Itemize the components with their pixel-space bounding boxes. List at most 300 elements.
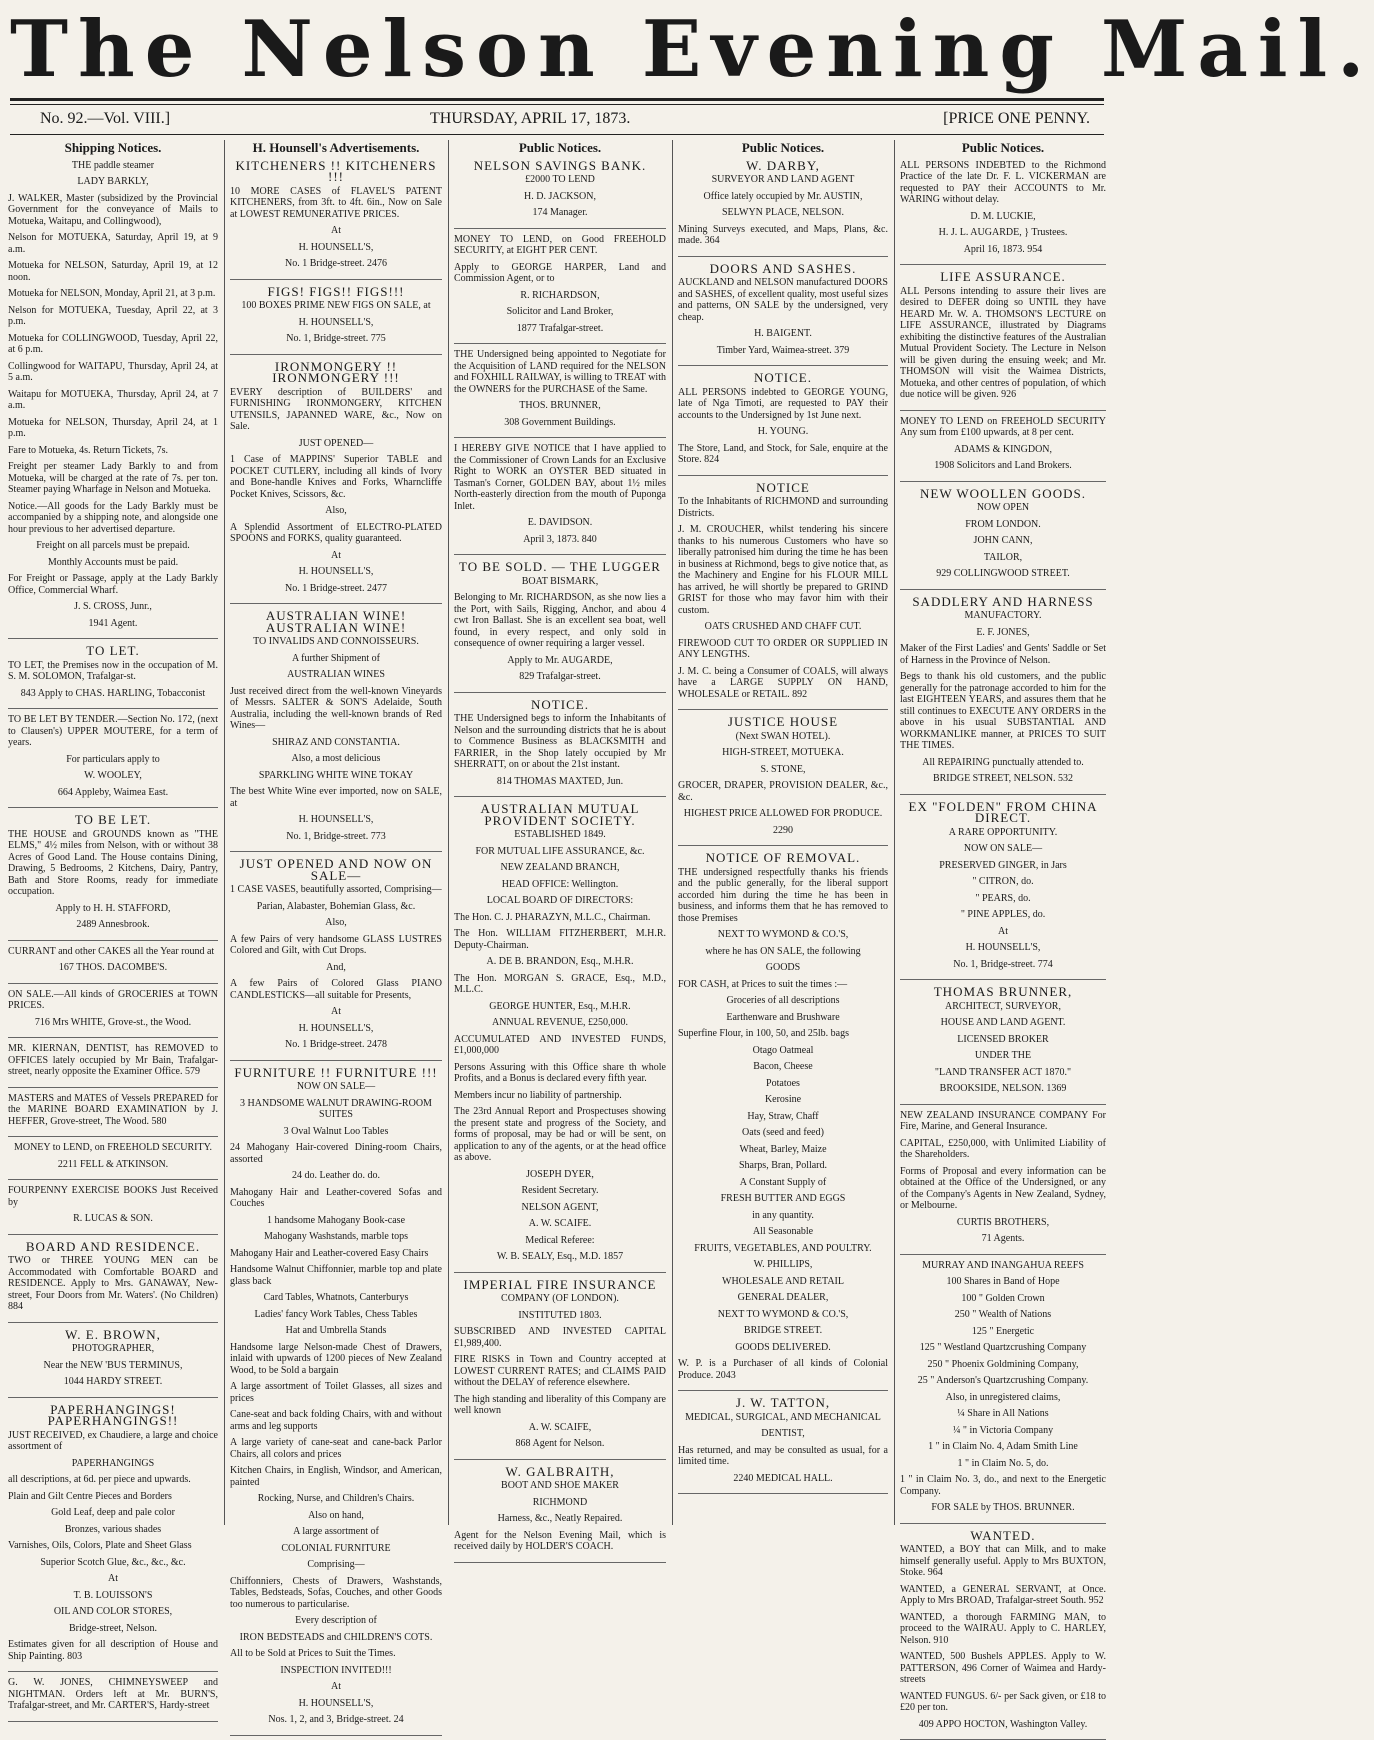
advertisement-line: 100 " Golden Crown	[900, 1293, 1106, 1305]
advertisement-line: E. F. JONES,	[900, 627, 1106, 639]
advertisement-line: Estimates given for all description of House and Ship Painting. 803	[8, 1639, 218, 1662]
advertisement-line: A large assortment of	[230, 1526, 442, 1538]
advertisement-line: Handsome large Nelson-made Chest of Drawers, inlaid with upwards of 1200 pieces of New Zealand Wood, to be Sold a bargain	[230, 1342, 442, 1377]
advertisement-line: Varnishes, Oils, Colors, Plate and Sheet Glass	[8, 1540, 218, 1552]
advertisement-line: Just received direct from the well-known Vineyards of Messrs. SALTER & SON'S Adelaide, South Australia, including the well-known brands of Red Wines—	[230, 686, 442, 732]
advertisement-line: Belonging to Mr. RICHARDSON, as she now lies a the Port, with Sails, Rigging, Anchor, and abou 4 cwt Iron Ballast. She is an excellent sea boat, well found, in every respect, and only sold in consequence of owner requiring a larger vessel.	[454, 592, 666, 650]
advertisement-line: where he has ON SALE, the following	[678, 946, 888, 958]
advertisement-line: NEW ZEALAND BRANCH,	[454, 862, 666, 874]
advertisement-line: BOAT BISMARK,	[454, 576, 666, 588]
advertisement-title: FIGS! FIGS!! FIGS!!!	[230, 286, 442, 298]
advertisement-line: 100 Shares in Band of Hope	[900, 1276, 1106, 1288]
advertisement-title: NOTICE OF REMOVAL.	[678, 852, 888, 864]
advertisement	[8, 1043, 218, 1088]
advertisement-line: Cane-seat and back folding Chairs, with and without arms and leg supports	[230, 1409, 442, 1432]
advertisement-line: 1044 HARDY STREET.	[8, 1376, 218, 1388]
advertisement-title: SADDLERY AND HARNESS	[900, 596, 1106, 608]
advertisement-line: Maker of the First Ladies' and Gents' Saddle or Set of Harness in the Province of Nelson.	[900, 643, 1106, 666]
advertisement-line: GOODS DELIVERED.	[678, 1342, 888, 1354]
advertisement-line: G. W. JONES, CHIMNEYSWEEP and NIGHTMAN. Orders left at Mr. BURN'S, Trafalgar-street, and Mr. CARTER'S, Hardy-street	[8, 1677, 218, 1712]
advertisement-line: FROM LONDON.	[900, 519, 1106, 531]
advertisement-title: W. GALBRAITH,	[454, 1466, 666, 1478]
advertisement-line: Apply to Mr. AUGARDE,	[454, 655, 666, 667]
advertisement	[678, 160, 888, 257]
advertisement-title: BOARD AND RESIDENCE.	[8, 1241, 218, 1253]
advertisement-line: For particulars apply to	[8, 754, 218, 766]
advertisement-line: MONEY TO LEND, on Good FREEHOLD SECURITY, at EIGHT PER CENT.	[454, 234, 666, 257]
advertisement-line: CAPITAL, £250,000, with Unlimited Liability of the Shareholders.	[900, 1138, 1106, 1161]
advertisement-line: Wheat, Barley, Maize	[678, 1144, 888, 1156]
masthead-rule-thin	[10, 104, 1104, 105]
advertisement-title: LIFE ASSURANCE.	[900, 271, 1106, 283]
advertisement	[8, 1093, 218, 1138]
advertisement-line: 1941 Agent.	[8, 618, 218, 630]
advertisement	[230, 610, 442, 852]
advertisement-line: 125 " Energetic	[900, 1326, 1106, 1338]
advertisement-line: Freight on all parcels must be prepaid.	[8, 540, 218, 552]
advertisement-line: Hat and Umbrella Stands	[230, 1325, 442, 1337]
advertisement	[900, 1110, 1106, 1255]
advertisement-line: A few Pairs of very handsome GLASS LUSTRES Colored and Gilt, with Cut Drops.	[230, 934, 442, 957]
advertisement-line: ADAMS & KINGDON,	[900, 444, 1106, 456]
advertisement-line: ESTABLISHED 1849.	[454, 829, 666, 841]
advertisement-line: THOS. BRUNNER,	[454, 400, 666, 412]
advertisement-line: W. P. is a Purchaser of all kinds of Colonial Produce. 2043	[678, 1358, 888, 1381]
advertisement-line: GEORGE HUNTER, Esq., M.H.R.	[454, 1001, 666, 1013]
advertisement-line: MR. KIERNAN, DENTIST, has REMOVED to OFFICES lately occupied by Mr Bain, Trafalgar-street, nearly opposite the Examiner Office. 579	[8, 1043, 218, 1078]
advertisement	[8, 1241, 218, 1323]
advertisement-line: No. 1 Bridge-street. 2476	[230, 258, 442, 270]
advertisement-line: PRESERVED GINGER, in Jars	[900, 860, 1106, 872]
advertisement	[230, 1067, 442, 1736]
advertisement-line: MASTERS and MATES of Vessels PREPARED for the MARINE BOARD EXAMINATION by J. HEFFER, Grove-street, The Wood. 580	[8, 1093, 218, 1128]
advertisement-line: FRUITS, VEGETABLES, AND POULTRY.	[678, 1243, 888, 1255]
advertisement-line: Gold Leaf, deep and pale color	[8, 1507, 218, 1519]
advertisement-line: 71 Agents.	[900, 1233, 1106, 1245]
advertisement-line: £2000 TO LEND	[454, 174, 666, 186]
advertisement-line: W. WOOLEY,	[8, 770, 218, 782]
advertisement-line: FIREWOOD CUT TO ORDER OR SUPPLIED IN ANY LENGTHS.	[678, 638, 888, 661]
advertisement-line: ¼ Share in All Nations	[900, 1408, 1106, 1420]
column-heading: Public Notices.	[454, 142, 666, 154]
advertisement-line: THE Undersigned begs to inform the Inhabitants of Nelson and the surrounding districts that he is about to Commence Business as BLACKSMITH and FARRIER, in the Shop lately occupied by Mr SHERRATT, on or about the 21st instant.	[454, 713, 666, 771]
advertisement-line: Mining Surveys executed, and Maps, Plans, &c. made. 364	[678, 224, 888, 247]
advertisement-line: COMPANY (OF LONDON).	[454, 1293, 666, 1305]
advertisement-line: J. WALKER, Master (subsidized by the Provincial Government for the conveyance of Mails to Motueka, Waitapu, and Collingwood),	[8, 193, 218, 228]
advertisement-line: SPARKLING WHITE WINE TOKAY	[230, 770, 442, 782]
advertisement-line: Motueka for NELSON, Monday, April 21, at 3 p.m.	[8, 288, 218, 300]
advertisement-line: Mahogany Washstands, marble tops	[230, 1231, 442, 1243]
advertisement	[230, 286, 442, 355]
advertisement-line: JOHN CANN,	[900, 535, 1106, 547]
advertisement-title: JUST OPENED AND NOW ON SALE—	[230, 858, 442, 881]
advertisement-line: No. 1, Bridge-street. 775	[230, 333, 442, 345]
advertisement-line: A Constant Supply of	[678, 1177, 888, 1189]
advertisement-line: BOOT AND SHOE MAKER	[454, 1480, 666, 1492]
masthead	[0, 0, 1114, 100]
advertisement-line: 250 " Wealth of Nations	[900, 1309, 1106, 1321]
advertisement	[454, 803, 666, 1273]
column-public-notices-1	[454, 140, 666, 1525]
column-public-notices-2	[678, 140, 888, 1525]
advertisement-line: SUBSCRIBED AND INVESTED CAPITAL £1,989,400.	[454, 1326, 666, 1349]
advertisement-line: JOSEPH DYER,	[454, 1169, 666, 1181]
advertisement-line: Persons Assuring with this Office share th whole Profits, and a Bonus is declared every fifth year.	[454, 1062, 666, 1085]
advertisement-line: 24 do. Leather do. do.	[230, 1170, 442, 1182]
advertisement-line: BROOKSIDE, NELSON. 1369	[900, 1083, 1106, 1095]
advertisement-line: The Hon. C. J. PHARAZYN, M.L.C., Chairman.	[454, 912, 666, 924]
advertisement-line: Every description of	[230, 1615, 442, 1627]
advertisement-line: Nos. 1, 2, and 3, Bridge-street. 24	[230, 1714, 442, 1726]
column-heading: Public Notices.	[678, 142, 888, 154]
advertisement-line: " PEARS, do.	[900, 893, 1106, 905]
advertisement-title: W. E. BROWN,	[8, 1329, 218, 1341]
advertisement-title: KITCHENERS !! KITCHENERS !!!	[230, 160, 442, 183]
advertisement-line: H. HOUNSELL'S,	[230, 317, 442, 329]
advertisement-line: " PINE APPLES, do.	[900, 909, 1106, 921]
advertisement-line: At	[230, 1006, 442, 1018]
advertisement	[900, 271, 1106, 411]
advertisement	[454, 234, 666, 345]
advertisement-line: COLONIAL FURNITURE	[230, 1543, 442, 1555]
advertisement-line: The 23rd Annual Report and Prospectuses showing the present state and progress of the Society, and forms of proposal, may be had or will be sent, on application to any of the agents, or at the head office as above.	[454, 1106, 666, 1164]
advertisement-title: WANTED.	[900, 1530, 1106, 1542]
advertisement-line: At	[8, 1573, 218, 1585]
advertisement	[678, 1397, 888, 1494]
advertisement-line: LOCAL BOARD OF DIRECTORS:	[454, 895, 666, 907]
advertisement-line: 1 " in Claim No. 5, do.	[900, 1458, 1106, 1470]
advertisement-line: MURRAY AND INANGAHUA REEFS	[900, 1260, 1106, 1272]
advertisement-line: Motueka for COLLINGWOOD, Tuesday, April 22, at 6 p.m.	[8, 333, 218, 356]
advertisement-line: J. M. CROUCHER, whilst tendering his sincere thanks to his numerous Customers who have so liberally patronised him during the time he has been in business at Richmond, begs to give notice that, as the Machinery and Engine for his FLOUR MILL has arrived, he will shortly be prepared to GRIND GRIST for those who may favor him with their custom.	[678, 524, 888, 616]
advertisement-line: Forms of Proposal and every information can be obtained at the Office of the Undersigned, or any of the Company's Agents in New Zealand, Sydney, or Melbourne.	[900, 1166, 1106, 1212]
advertisement-line: Motueka for NELSON, Thursday, April 24, at 1 p.m.	[8, 417, 218, 440]
advertisement-line: Rocking, Nurse, and Children's Chairs.	[230, 1493, 442, 1505]
advertisement-line: all descriptions, at 6d. per piece and upwards.	[8, 1474, 218, 1486]
advertisement-line: And,	[230, 962, 442, 974]
advertisement	[678, 716, 888, 846]
advertisement-line: Groceries of all descriptions	[678, 995, 888, 1007]
advertisement-line: At	[900, 926, 1106, 938]
advertisement-line: NEXT TO WYMOND & CO.'S,	[678, 1309, 888, 1321]
advertisement-line: JUST OPENED—	[230, 438, 442, 450]
advertisement-line: Ladies' fancy Work Tables, Chess Tables	[230, 1309, 442, 1321]
advertisement-title: TO BE SOLD. — THE LUGGER	[454, 561, 666, 573]
advertisement-line: 174 Manager.	[454, 207, 666, 219]
advertisement-line: 868 Agent for Nelson.	[454, 1438, 666, 1450]
advertisement-line: Collingwood for WAITAPU, Thursday, April 24, at 5 a.m.	[8, 361, 218, 384]
advertisement-line: 2489 Annesbrook.	[8, 919, 218, 931]
advertisement-title: IMPERIAL FIRE INSURANCE	[454, 1279, 666, 1291]
advertisement-title: DOORS AND SASHES.	[678, 263, 888, 275]
advertisement-line: A large assortment of Toilet Glasses, all sizes and prices	[230, 1381, 442, 1404]
advertisement-title: NELSON SAVINGS BANK.	[454, 160, 666, 172]
advertisement-line: CURRANT and other CAKES all the Year round at	[8, 946, 218, 958]
advertisement-line: Also,	[230, 917, 442, 929]
advertisement-line: 814 THOMAS MAXTED, Jun.	[454, 776, 666, 788]
issue-date: THURSDAY, APRIL 17, 1873.	[430, 110, 630, 128]
advertisement-line: H. HOUNSELL'S,	[230, 566, 442, 578]
advertisement-line: Bronzes, various shades	[8, 1524, 218, 1536]
advertisement-line: A. W. SCAIFE.	[454, 1218, 666, 1230]
dateline	[10, 108, 1104, 134]
advertisement	[900, 488, 1106, 590]
advertisement-line: Members incur no liability of partnership.	[454, 1090, 666, 1102]
advertisement-line: THE Undersigned being appointed to Negotiate for the Acquisition of LAND required for the NELSON and FOXHILL RAILWAY, is willing to TREAT with the OWNERS for the PURCHASE of the Same.	[454, 349, 666, 395]
advertisement-line: Also, in unregistered claims,	[900, 1392, 1106, 1404]
advertisement-line: NOW ON SALE—	[900, 843, 1106, 855]
advertisement	[900, 596, 1106, 795]
advertisement-line: Has returned, and may be consulted as usual, for a limited time.	[678, 1445, 888, 1468]
advertisement-line: R. RICHARDSON,	[454, 290, 666, 302]
advertisement-line: At	[230, 550, 442, 562]
advertisement-line: FRESH BUTTER AND EGGS	[678, 1193, 888, 1205]
advertisement	[8, 814, 218, 941]
advertisement-line: Chiffonniers, Chests of Drawers, Washstands, Tables, Bedsteads, Sofas, Couches, and other Goods too numerous to particularise.	[230, 1576, 442, 1611]
advertisement-line: H. HOUNSELL'S,	[230, 1698, 442, 1710]
advertisement-line: H. D. JACKSON,	[454, 191, 666, 203]
advertisement-title: NOTICE.	[454, 699, 666, 711]
advertisement	[230, 858, 442, 1061]
advertisement-line: OIL AND COLOR STORES,	[8, 1606, 218, 1618]
advertisement-line: WANTED, a thorough FARMING MAN, to proceed to the WAIRAU. Apply to C. HARLEY, Nelson. 910	[900, 1612, 1106, 1647]
advertisement-line: J. M. C. being a Consumer of COALS, will always have a LARGE SUPPLY ON HAND, WHOLESALE or RETAIL. 892	[678, 666, 888, 701]
advertisement-line: 3 HANDSOME WALNUT DRAWING-ROOM SUITES	[230, 1098, 442, 1121]
advertisement-line: GENERAL DEALER,	[678, 1292, 888, 1304]
advertisement-line: NEXT TO WYMOND & CO.'S,	[678, 929, 888, 941]
advertisement-line: Freight per steamer Lady Barkly to and from Motueka, will be charged at the rate of 7s. per ton. Steamer paying Wharfage in Nelson and Motueka.	[8, 461, 218, 496]
advertisement-line: A large variety of cane-seat and cane-back Parlor Chairs, all colors and prices	[230, 1437, 442, 1460]
advertisement	[900, 986, 1106, 1105]
advertisement-line: EVERY description of BUILDERS' and FURNISHING IRONMONGERY, KITCHEN UTENSILS, JAPANNED WARE, &c., Now on Sale.	[230, 387, 442, 433]
advertisement-line: NOW ON SALE—	[230, 1081, 442, 1093]
advertisement-line: FOR CASH, at Prices to suit the times :—	[678, 979, 888, 991]
advertisement-line: Kitchen Chairs, in English, Windsor, and American, painted	[230, 1465, 442, 1488]
advertisement-line: Mahogany Hair and Leather-covered Sofas and Couches	[230, 1187, 442, 1210]
advertisement-line: 829 Trafalgar-street.	[454, 671, 666, 683]
advertisement-line: HIGH-STREET, MOTUEKA.	[678, 747, 888, 759]
advertisement-line: ANNUAL REVENUE, £250,000.	[454, 1017, 666, 1029]
advertisement-line: 125 " Westland Quartzcrushing Company	[900, 1342, 1106, 1354]
advertisement-line: 1 handsome Mahogany Book-case	[230, 1215, 442, 1227]
advertisement-line: INSTITUTED 1803.	[454, 1310, 666, 1322]
advertisement-line: Solicitor and Land Broker,	[454, 306, 666, 318]
advertisement	[8, 1677, 218, 1722]
advertisement-line: 1908 Solicitors and Land Brokers.	[900, 460, 1106, 472]
advertisement-line: Oats (seed and feed)	[678, 1127, 888, 1139]
advertisement-line: No. 1, Bridge-street. 773	[230, 831, 442, 843]
advertisement-title: NOTICE.	[678, 372, 888, 384]
advertisement	[8, 989, 218, 1039]
column-divider	[448, 140, 449, 1525]
advertisement-line: FIRE RISKS in Town and Country accepted at LOWEST CURRENT RATES; and CLAIMS PAID without the DELAY of reference elsewhere.	[454, 1354, 666, 1389]
advertisement-line: MONEY to LEND, on FREEHOLD SECURITY.	[8, 1142, 218, 1154]
advertisement	[900, 1260, 1106, 1524]
issue-number: No. 92.—Vol. VIII.]	[40, 110, 170, 128]
advertisement-line: I HEREBY GIVE NOTICE that I have applied to the Commissioner of Crown Lands for an Exclusive Right to WORK an OYSTER BED situated in Tasman's Corner, GOLDEN BAY, about 1½ miles North-easterly direction from the mouth of Puponga Inlet.	[454, 443, 666, 512]
dateline-rule	[10, 134, 1104, 135]
advertisement-line: 308 Government Buildings.	[454, 417, 666, 429]
advertisement-line: T. B. LOUISSON'S	[8, 1590, 218, 1602]
advertisement-line: FOURPENNY EXERCISE BOOKS Just Received by	[8, 1185, 218, 1208]
advertisement-line: 100 BOXES PRIME NEW FIGS ON SALE, at	[230, 300, 442, 312]
advertisement	[230, 361, 442, 605]
advertisement-line: LADY BARKLY,	[8, 176, 218, 188]
advertisement-line: Notice.—All goods for the Lady Barkly must be accompanied by a shipping note, and alongside one hour previous to her advertised departure.	[8, 501, 218, 536]
advertisement	[900, 416, 1106, 482]
advertisement-line: " CITRON, do.	[900, 876, 1106, 888]
advertisement-line: Agent for the Nelson Evening Mail, which is received daily by HOLDER'S COACH.	[454, 1530, 666, 1553]
advertisement-line: Hay, Straw, Chaff	[678, 1111, 888, 1123]
column-shipping-notices	[8, 140, 218, 1525]
advertisement-line: H. HOUNSELL'S,	[230, 814, 442, 826]
advertisement-line: Bridge-street, Nelson.	[8, 1623, 218, 1635]
advertisement-line: MONEY TO LEND on FREEHOLD SECURITY Any sum from £100 upwards, at 8 per cent.	[900, 416, 1106, 439]
advertisement-line: TO INVALIDS AND CONNOISSEURS.	[230, 636, 442, 648]
advertisement-line: Superfine Flour, in 100, 50, and 25lb. bags	[678, 1028, 888, 1040]
advertisement-line: WANTED, a BOY that can Milk, and to make himself generally useful. Apply to Mrs BUXTON, Stoke. 964	[900, 1544, 1106, 1579]
advertisement-line: 24 Mahogany Hair-covered Dining-room Chairs, assorted	[230, 1142, 442, 1165]
column-heading: H. Hounsell's Advertisements.	[230, 142, 442, 154]
advertisement	[678, 263, 888, 367]
advertisement-line: 25 " Anderson's Quartzcrushing Company.	[900, 1375, 1106, 1387]
advertisement-line: 1 " in Claim No. 3, do., and next to the Energetic Company.	[900, 1474, 1106, 1497]
advertisement-line: JUST RECEIVED, ex Chaudiere, a large and choice assortment of	[8, 1430, 218, 1453]
advertisement-line: ALL Persons intending to assure their lives are desired to DEFER doing so UNTIL they have HEARD Mr. W. A. THOMSON'S LECTURE on LIFE ASSURANCE, illustrated by Diagrams exhibiting the distinctive features of the Australian Mutual Provident Society. The Lecture in Nelson will be given during the ensuing week; and Mr. THOMSON will visit the Waimea Districts, Motueka, and other centres of population, of which due notice will be given. 926	[900, 286, 1106, 401]
advertisement	[454, 443, 666, 555]
advertisement	[8, 1185, 218, 1235]
advertisement-line: Earthenware and Brushware	[678, 1012, 888, 1024]
advertisement-title: NOTICE	[678, 482, 888, 494]
column-hounsell-advertisements	[230, 140, 442, 1525]
advertisement-line: AUCKLAND and NELSON manufactured DOORS and SASHES, of excellent quality, most useful sizes and patterns, ON SALE by the undersigned, very cheap.	[678, 277, 888, 323]
advertisement-line: Also, a most delicious	[230, 753, 442, 765]
advertisement-line: H. YOUNG.	[678, 426, 888, 438]
advertisement-line: INSPECTION INVITED!!!	[230, 1665, 442, 1677]
advertisement-line: All REPAIRING punctually attended to.	[900, 757, 1106, 769]
advertisement-line: W. PHILLIPS,	[678, 1259, 888, 1271]
advertisement-line: IRON BEDSTEADS and CHILDREN'S COTS.	[230, 1632, 442, 1644]
advertisement	[678, 852, 888, 1391]
advertisement-line: in any quantity.	[678, 1210, 888, 1222]
advertisement-line: S. STONE,	[678, 764, 888, 776]
advertisement-line: Otago Oatmeal	[678, 1045, 888, 1057]
column-divider	[894, 140, 895, 1525]
advertisement-line: "LAND TRANSFER ACT 1870."	[900, 1067, 1106, 1079]
advertisement-line: Potatoes	[678, 1078, 888, 1090]
advertisement-line: MANUFACTORY.	[900, 610, 1106, 622]
advertisement-line: MEDICAL, SURGICAL, AND MECHANICAL	[678, 1412, 888, 1424]
advertisement-line: RICHMOND	[454, 1497, 666, 1509]
advertisement-line: THE undersigned respectfully thanks his friends and the public generally, for the liberal support accorded him during the time he has been in business, and informs them that he has removed to those Premises	[678, 867, 888, 925]
advertisement-line: Office lately occupied by Mr. AUSTIN,	[678, 191, 888, 203]
advertisement-line: April 3, 1873. 840	[454, 534, 666, 546]
advertisement-line: ¼ " in Victoria Company	[900, 1425, 1106, 1437]
advertisement	[454, 699, 666, 798]
advertisement-title: EX "FOLDEN" FROM CHINA DIRECT.	[900, 801, 1106, 824]
advertisement-line: WANTED, 500 Bushels APPLES. Apply to W. PATTERSON, 496 Corner of Waimea and Hardy-streets	[900, 1651, 1106, 1686]
advertisement-line: R. LUCAS & SON.	[8, 1213, 218, 1225]
advertisement-line: To the Inhabitants of RICHMOND and surrounding Districts.	[678, 496, 888, 519]
advertisement	[8, 714, 218, 808]
advertisement-line: TAILOR,	[900, 552, 1106, 564]
advertisement	[8, 1329, 218, 1398]
advertisement-line: 3 Oval Walnut Loo Tables	[230, 1126, 442, 1138]
column-heading: Shipping Notices.	[8, 142, 218, 154]
column-heading: Public Notices.	[900, 142, 1106, 154]
advertisement-line: H. HOUNSELL'S,	[230, 242, 442, 254]
advertisement-line: Near the NEW 'BUS TERMINUS,	[8, 1360, 218, 1372]
advertisement-line: The Hon. MORGAN S. GRACE, Esq., M.D., M.L.C.	[454, 973, 666, 996]
advertisement-line: A RARE OPPORTUNITY.	[900, 827, 1106, 839]
advertisement-line: GOODS	[678, 962, 888, 974]
advertisement-line: Resident Secretary.	[454, 1185, 666, 1197]
advertisement-line: No. 1 Bridge-street. 2477	[230, 583, 442, 595]
advertisement-line: A further Shipment of	[230, 653, 442, 665]
advertisement	[8, 1142, 218, 1180]
advertisement	[8, 946, 218, 984]
advertisement-line: Nelson for MOTUEKA, Tuesday, April 22, at 3 p.m.	[8, 305, 218, 328]
advertisement-title: AUSTRALIAN WINE! AUSTRALIAN WINE!	[230, 610, 442, 633]
advertisement	[454, 1279, 666, 1460]
advertisement-line: At	[230, 1681, 442, 1693]
advertisement-line: ACCUMULATED AND INVESTED FUNDS, £1,000,000	[454, 1034, 666, 1057]
advertisement-line: April 16, 1873. 954	[900, 244, 1106, 256]
advertisement-line: WANTED FUNGUS. 6/- per Sack given, or £18 to £20 per ton.	[900, 1691, 1106, 1714]
advertisement-line: SELWYN PLACE, NELSON.	[678, 207, 888, 219]
advertisement-line: Nelson for MOTUEKA, Saturday, April 19, at 9 a.m.	[8, 232, 218, 255]
advertisement-line: A few Pairs of Colored Glass PIANO CANDLESTICKS—all suitable for Presents,	[230, 978, 442, 1001]
advertisement	[678, 372, 888, 476]
advertisement-line: LICENSED BROKER	[900, 1034, 1106, 1046]
column-divider	[672, 140, 673, 1525]
advertisement-line: Apply to H. H. STAFFORD,	[8, 903, 218, 915]
advertisement-line: PAPERHANGINGS	[8, 1458, 218, 1470]
advertisement	[454, 160, 666, 229]
advertisement	[900, 1530, 1106, 1740]
advertisement-line: 2290	[678, 825, 888, 837]
advertisement-title: AUSTRALIAN MUTUAL PROVIDENT SOCIETY.	[454, 803, 666, 826]
advertisement-line: Apply to GEORGE HARPER, Land and Commission Agent, or to	[454, 262, 666, 285]
advertisement-line: Sharps, Bran, Pollard.	[678, 1160, 888, 1172]
advertisement-line: Monthly Accounts must be paid.	[8, 557, 218, 569]
advertisement-line: SURVEYOR AND LAND AGENT	[678, 174, 888, 186]
advertisement-line: NOW OPEN	[900, 502, 1106, 514]
advertisement	[8, 645, 218, 709]
advertisement-line: Fare to Motueka, 4s. Return Tickets, 7s.	[8, 445, 218, 457]
advertisement-line: 167 THOS. DACOMBE'S.	[8, 962, 218, 974]
advertisement-line: Waitapu for MOTUEKA, Thursday, April 24, at 7 a.m.	[8, 389, 218, 412]
advertisement-line: H. HOUNSELL'S,	[900, 942, 1106, 954]
advertisement-line: The high standing and liberality of this Company are well known	[454, 1394, 666, 1417]
advertisement-line: Mahogany Hair and Leather-covered Easy Chairs	[230, 1248, 442, 1260]
advertisement-line: 664 Appleby, Waimea East.	[8, 787, 218, 799]
advertisement-line: Handsome Walnut Chiffonnier, marble top and plate glass back	[230, 1264, 442, 1287]
advertisement-line: Medical Referee:	[454, 1235, 666, 1247]
advertisement-line: DENTIST,	[678, 1428, 888, 1440]
advertisement	[678, 482, 888, 711]
advertisement-line: Bacon, Cheese	[678, 1061, 888, 1073]
advertisement-line: FOR SALE by THOS. BRUNNER.	[900, 1502, 1106, 1514]
advertisement-line: A. W. SCAIFE,	[454, 1422, 666, 1434]
column-public-notices-3	[900, 140, 1106, 1525]
advertisement-line: All to be Sold at Prices to Suit the Times.	[230, 1648, 442, 1660]
advertisement-line: HEAD OFFICE: Wellington.	[454, 879, 666, 891]
advertisement-line: WANTED, a GENERAL SERVANT, at Once. Apply to Mrs BROAD, Trafalgar-street South. 952	[900, 1584, 1106, 1607]
advertisement-line: ON SALE.—All kinds of GROCERIES at TOWN PRICES.	[8, 989, 218, 1012]
advertisement-line: AUSTRALIAN WINES	[230, 669, 442, 681]
advertisement-line: No. 1 Bridge-street. 2478	[230, 1039, 442, 1051]
